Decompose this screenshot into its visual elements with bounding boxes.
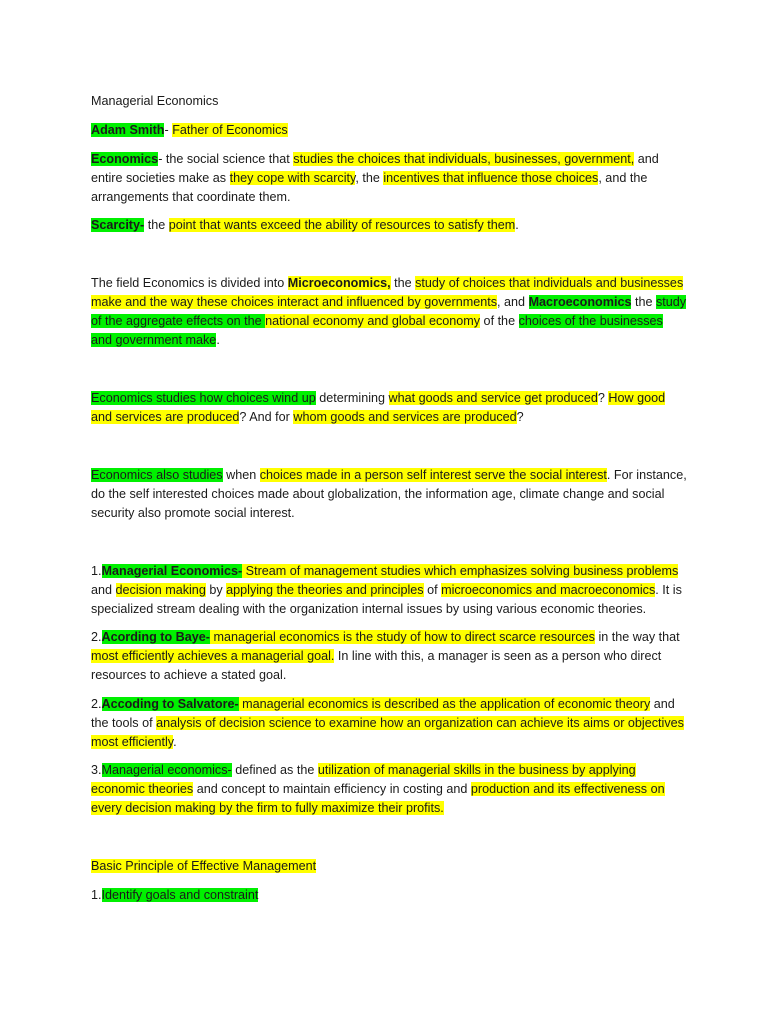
text-run: . For instance, do the self interested choices made about globalization, the information age, climate change and social security also promote social interest. xyxy=(91,468,687,520)
text-run: 1. xyxy=(91,888,102,902)
highlighted-text: studies the choices that individuals, businesses, government, xyxy=(293,152,635,166)
text-run: of the xyxy=(480,314,519,328)
text-run: the xyxy=(390,276,416,290)
text-run: of xyxy=(423,583,442,597)
highlighted-text: what goods and service get produced xyxy=(388,391,598,405)
highlighted-text: Accoding to Salvatore- xyxy=(101,697,239,711)
highlighted-text: managerial economics is described as the application of economic theory xyxy=(238,697,651,711)
highlighted-text: Basic Principle of Effective Management xyxy=(91,859,317,873)
text-run: and concept to maintain efficiency in costing and xyxy=(193,782,471,796)
text-run: determining xyxy=(315,391,389,405)
text-run: 2. xyxy=(91,630,102,644)
text-run: by xyxy=(205,583,227,597)
text-run: In line with this, a manager is seen as a person who direct resources to achieve a stated goal. xyxy=(91,649,662,682)
highlighted-text: Identify goals and constraint xyxy=(101,888,259,902)
highlighted-text: utilization of managerial skills in the business by applying economic theories xyxy=(91,763,636,796)
paragraph-field-division xyxy=(91,274,687,350)
text-run: ? xyxy=(597,391,609,405)
highlighted-text: choices made in a person self interest serve the social interest xyxy=(259,468,607,482)
text-run: 3. xyxy=(91,763,102,777)
paragraph-adam-smith xyxy=(91,121,687,140)
paragraph-managerial-economics-1 xyxy=(91,562,687,619)
text-run: , and the arrangements that coordinate them. xyxy=(91,171,648,204)
highlighted-text: Scarcity- xyxy=(91,218,145,232)
highlighted-text: point that wants exceed the ability of resources to satisfy them xyxy=(168,218,516,232)
highlighted-text: whom goods and services are produced xyxy=(293,410,517,424)
highlighted-text: analysis of decision science to examine how an organization can achieve its aims or objectives most efficiently xyxy=(91,716,684,749)
highlighted-text: Economics studies how choices wind up xyxy=(91,391,316,405)
highlighted-text: Macroeconomics xyxy=(528,295,632,309)
text-run: 1. xyxy=(91,564,102,578)
text-run: . It is specialized stream dealing with the organization internal issues by using various economic theories. xyxy=(91,583,682,616)
text-run: when xyxy=(222,468,260,482)
text-run: and entire societies make as xyxy=(91,152,659,185)
paragraph-economics-studies xyxy=(91,389,687,427)
text-run: . xyxy=(173,735,177,749)
text-run: and xyxy=(91,583,116,597)
paragraph-baye xyxy=(91,628,687,685)
paragraph-scarcity xyxy=(91,216,687,235)
highlighted-text: they cope with scarcity xyxy=(229,171,356,185)
text-run: the xyxy=(631,295,656,309)
highlighted-text: Managerial economics- xyxy=(101,763,232,777)
highlighted-text: most efficiently achieves a managerial goal. xyxy=(91,649,335,663)
highlighted-text: national economy and global economy xyxy=(265,314,481,328)
highlighted-text: production and its effectiveness on every decision making by the firm to fully maximize their profits. xyxy=(91,782,665,815)
highlighted-text: study of choices that individuals and businesses make and the way these choices interact and influenced by governments xyxy=(91,276,684,309)
highlighted-text: Economics also studies xyxy=(91,468,223,482)
paragraph-salvatore xyxy=(91,695,687,752)
highlighted-text: choices of the businesses and government make xyxy=(91,314,663,347)
text-run: 2. xyxy=(91,697,102,711)
text-run: , and xyxy=(497,295,529,309)
paragraph-economics-definition xyxy=(91,150,687,207)
text-run: the xyxy=(144,218,169,232)
text-run: defined as the xyxy=(231,763,318,777)
section-heading-basic-principle xyxy=(91,857,687,876)
highlighted-text: How good and services are produced xyxy=(91,391,666,424)
text-run: The field Economics is divided into xyxy=(91,276,288,290)
text-run: - xyxy=(164,123,173,137)
text-run: , the xyxy=(355,171,384,185)
highlighted-text: Stream of management studies which emphasizes solving business problems xyxy=(242,564,679,578)
text-run: ? And for xyxy=(239,410,294,424)
highlighted-text: Acording to Baye- xyxy=(101,630,210,644)
text-run: and the tools of xyxy=(91,697,675,730)
text-run: in the way that xyxy=(594,630,680,644)
highlighted-text: incentives that influence those choices xyxy=(383,171,599,185)
paragraph-managerial-economics-3 xyxy=(91,761,687,818)
text-run: . xyxy=(515,218,519,232)
highlighted-text: decision making xyxy=(115,583,206,597)
highlighted-text: Adam Smith xyxy=(91,123,165,137)
highlighted-text: Father of Economics xyxy=(172,123,288,137)
highlighted-text: Economics xyxy=(91,152,159,166)
highlighted-text: applying the theories and principles xyxy=(226,583,424,597)
highlighted-text: study of the aggregate effects on the xyxy=(91,295,687,328)
text-run: . xyxy=(216,333,220,347)
highlighted-text: microeconomics and macroeconomics xyxy=(441,583,656,597)
text-run: - the social science that xyxy=(158,152,294,166)
list-item-identify-goals xyxy=(91,886,687,905)
highlighted-text: Managerial Economics- xyxy=(101,564,243,578)
paragraph-economics-also-studies xyxy=(91,466,687,523)
document-title: Managerial Economics xyxy=(91,94,219,108)
text-run: ? xyxy=(516,410,524,424)
highlighted-text: managerial economics is the study of how to direct scarce resources xyxy=(209,630,595,644)
highlighted-text: Microeconomics, xyxy=(287,276,391,290)
